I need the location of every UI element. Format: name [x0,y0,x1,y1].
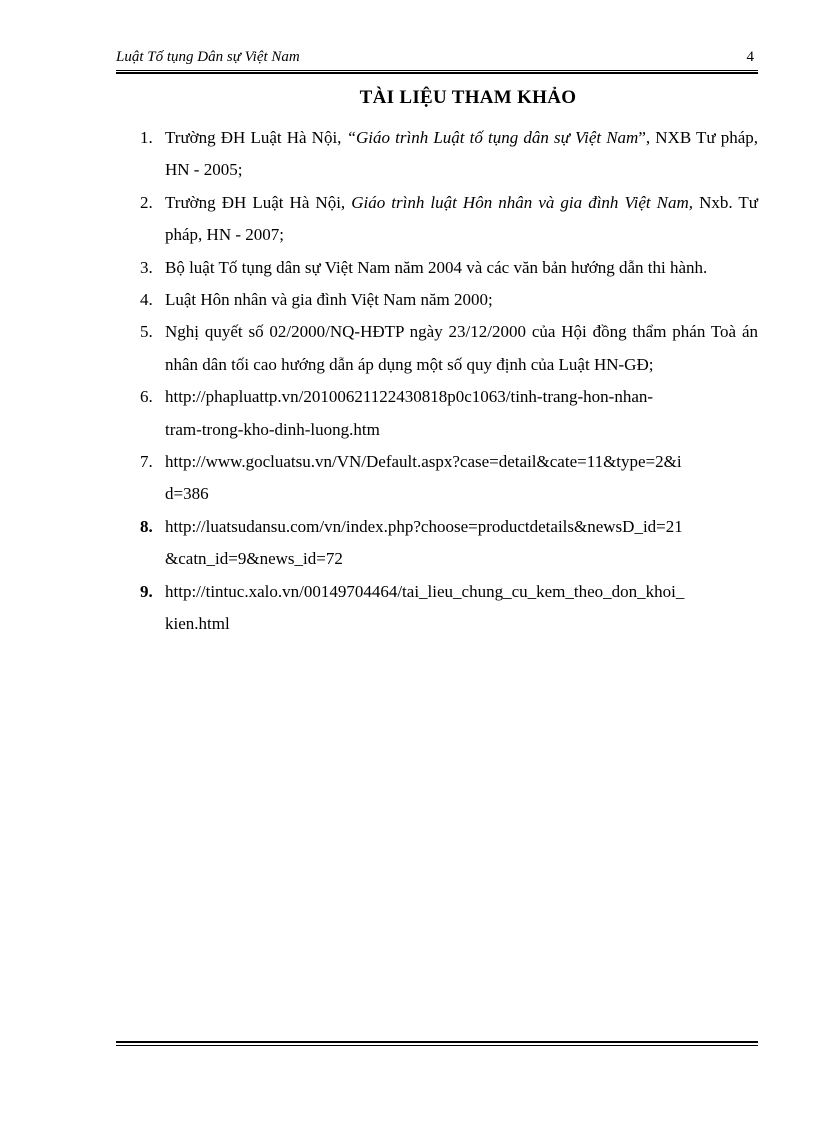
reference-item-6 [133,381,758,446]
reference-url-line-1: http://phapluattp.vn/20100621122430818p0c1063/tinh-trang-hon-nhan- [165,387,654,407]
reference-url-line-2: d=386 [165,484,209,504]
reference-url-line-2: tram-trong-kho-dinh-luong.htm [165,419,380,439]
footer-rule-thick [116,1041,758,1043]
footer-rule-thin [116,1045,758,1046]
reference-number: 8. [140,516,153,536]
header-title: Luật Tố tụng Dân sự Việt Nam [116,49,300,65]
reference-item-8 [133,511,758,576]
reference-item-3 [133,252,758,284]
reference-item-7 [133,446,758,511]
reference-url-line-2: &catn_id=9&news_id=72 [165,549,343,569]
reference-prefix: Trường ĐH Luật Hà Nội, [165,128,347,147]
header-rule-thin [116,70,758,71]
reference-number: 9. [140,581,153,601]
reference-url-line-2: kien.html [165,614,230,634]
reference-url-line-1: http://tintuc.xalo.vn/00149704464/tai_lieu_chung_cu_kem_theo_don_khoi_ [165,581,685,601]
reference-number: 6. [140,387,153,407]
reference-item-1 [133,122,758,187]
reference-text: Nghị quyết số 02/2000/NQ-HĐTP ngày 23/12/2000 của Hội đồng thẩm phán Toà án nhân dân tối cao hướng dẫn áp dụng một số quy định của Luật HN-GĐ; [165,322,758,374]
reference-number: 1. [140,128,153,147]
reference-prefix: Trường ĐH Luật Hà Nội, [165,192,352,212]
reference-number: 4. [140,290,153,310]
reference-suffix: ”, NXB Tư pháp, HN - 2005; [165,128,758,180]
reference-number: 5. [140,322,153,342]
header-rule-thick [116,72,758,74]
reference-url-line-1: http://luatsudansu.com/vn/index.php?choose=productdetails&newsD_id=21 [165,516,683,536]
reference-item-5 [133,316,758,381]
reference-number: 3. [140,257,153,277]
reference-text: Luật Hôn nhân và gia đình Việt Nam năm 2000; [165,290,493,310]
reference-italic-title: “Giáo trình Luật tố tụng dân sự Việt Nam [346,128,639,147]
page-number: 4 [746,49,754,65]
reference-number: 2. [140,192,153,212]
reference-number: 7. [140,452,153,472]
reference-item-9 [133,576,758,641]
running-header [116,47,758,69]
reference-suffix: Nxb. Tư pháp, HN - 2007; [165,192,758,245]
reference-item-4 [133,284,758,316]
reference-text: Bộ luật Tố tụng dân sự Việt Nam năm 2004 và các văn bản hướng dẫn thi hành. [165,257,708,277]
reference-list [133,122,758,641]
reference-item-2 [133,187,758,252]
reference-url-line-1: http://www.gocluatsu.vn/VN/Default.aspx?case=detail&cate=11&type=2&i [165,452,682,472]
page-title: TÀI LIỆU THAM KHẢO [359,87,577,108]
reference-italic-title: Giáo trình luật Hôn nhân và gia đình Việt Nam, [351,192,694,212]
